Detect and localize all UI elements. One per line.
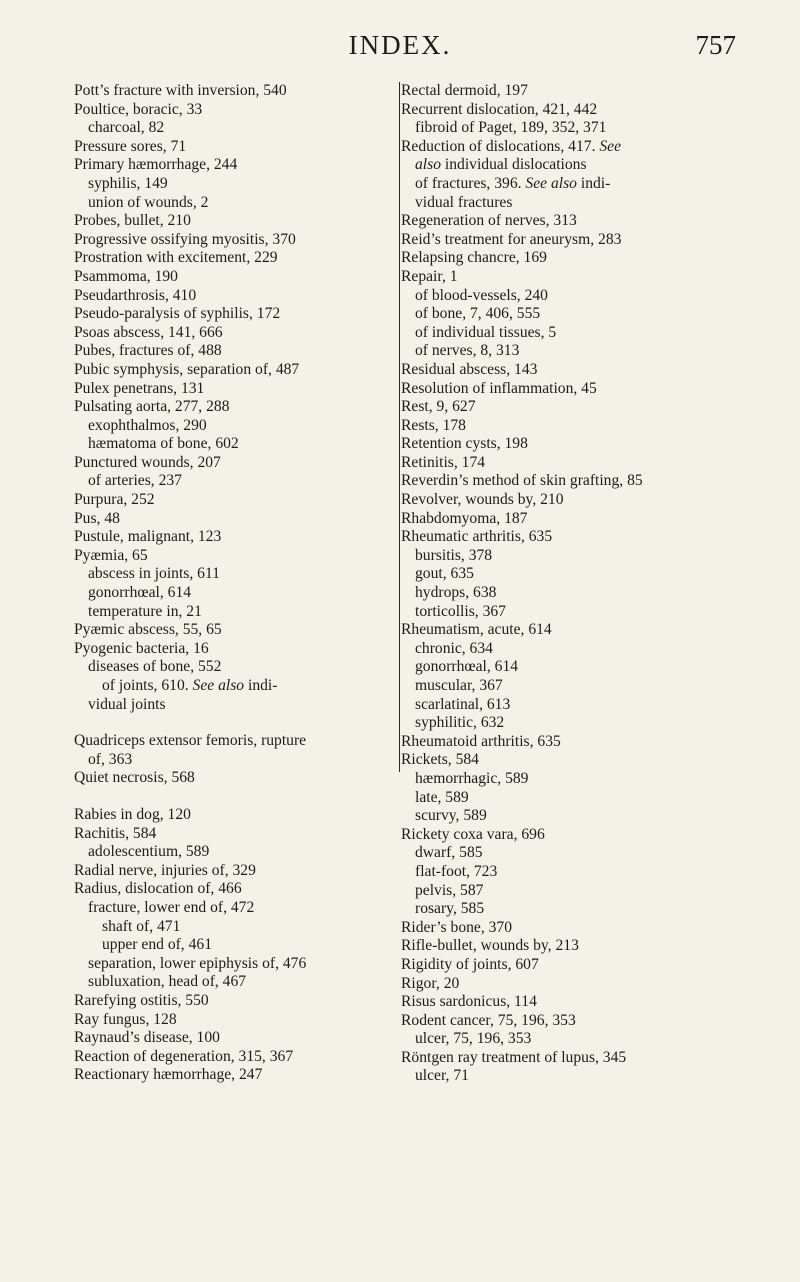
index-entry <box>74 1066 386 1085</box>
index-entry <box>74 973 386 992</box>
index-entry-text: Prostration with excitement, 229 <box>74 249 278 267</box>
index-entry <box>74 603 386 622</box>
index-entry <box>74 696 386 715</box>
index-entry-text: ulcer, 75, 196, 353 <box>415 1030 532 1048</box>
index-entry-text: pelvis, 587 <box>415 881 484 899</box>
index-entry-text: upper end of, 461 <box>102 936 212 954</box>
index-entry <box>401 1030 741 1049</box>
index-entry <box>401 696 741 715</box>
index-entry-text: Rickets, 584 <box>401 751 479 769</box>
index-entry-text: scurvy, 589 <box>415 807 487 825</box>
index-entry <box>74 156 386 175</box>
index-entry <box>401 231 741 250</box>
index-entry <box>74 491 386 510</box>
index-entry-text: Rectal dermoid, 197 <box>401 82 528 99</box>
index-entry-text: Pyæmic abscess, 55, 65 <box>74 621 222 639</box>
index-entry <box>74 640 386 659</box>
index-entry-text: Poultice, boracic, 33 <box>74 100 203 118</box>
index-entry <box>401 956 741 975</box>
index-entry <box>74 621 386 640</box>
index-entry <box>74 862 386 881</box>
index-entry <box>74 119 386 138</box>
index-entry-text: Radius, dislocation of, 466 <box>74 880 242 898</box>
index-entry <box>74 732 386 751</box>
cross-reference: See <box>599 137 622 155</box>
index-entry-text: shaft of, 471 <box>102 917 181 935</box>
index-entry <box>74 510 386 529</box>
index-entry <box>401 417 741 436</box>
index-entry <box>401 1049 741 1068</box>
index-entry <box>401 435 741 454</box>
index-entry-text: Relapsing chancre, 169 <box>401 249 547 267</box>
index-entry <box>401 751 741 770</box>
index-entry-text: temperature in, 21 <box>88 602 202 620</box>
index-entry <box>74 101 386 120</box>
index-entry-text: of arteries, 237 <box>88 472 182 490</box>
index-column-right <box>399 82 741 1086</box>
index-entry <box>401 658 741 677</box>
index-entry <box>401 249 741 268</box>
index-entry-text: gonorrhœal, 614 <box>415 658 519 676</box>
index-entry-text: subluxation, head of, 467 <box>88 973 247 991</box>
index-entry-text: Rheumatoid arthritis, 635 <box>401 732 561 750</box>
index-entry <box>401 194 741 213</box>
index-entry-text: Purpura, 252 <box>74 491 155 509</box>
index-entry <box>401 491 741 510</box>
index-entry <box>401 361 741 380</box>
index-column-left <box>74 82 386 1085</box>
index-entry <box>401 1012 741 1031</box>
index-entry <box>74 1011 386 1030</box>
index-entry-text: Reduction of dislocations, 417. <box>401 137 596 155</box>
index-entry-text: Pyogenic bacteria, 16 <box>74 639 209 657</box>
index-entry <box>401 789 741 808</box>
index-entry <box>74 138 386 157</box>
index-entry-text: Rickety coxa vara, 696 <box>401 825 545 843</box>
index-entry <box>401 621 741 640</box>
index-entry <box>74 825 386 844</box>
index-entry <box>401 975 741 994</box>
index-entry <box>74 769 386 788</box>
index-entry-text: fracture, lower end of, 472 <box>88 898 255 916</box>
index-entry <box>74 565 386 584</box>
index-entry-text: Retention cysts, 198 <box>401 435 528 453</box>
index-entry-text: Psammoma, 190 <box>74 267 178 285</box>
index-entry-text: Pus, 48 <box>74 509 120 527</box>
index-entry <box>74 212 386 231</box>
index-entry-text: Rifle-bullet, wounds by, 213 <box>401 937 579 955</box>
index-entry-text: Raynaud’s disease, 100 <box>74 1029 220 1047</box>
index-entry <box>401 900 741 919</box>
running-title: INDEX. <box>348 30 452 60</box>
index-entry-text: Radial nerve, injuries of, 329 <box>74 861 256 879</box>
index-entry-continuation: indi- <box>576 174 611 192</box>
page-header <box>0 30 800 70</box>
index-entry <box>74 918 386 937</box>
index-entry-text: muscular, 367 <box>415 677 503 694</box>
index-entry <box>74 380 386 399</box>
index-entry-text: Reactionary hæmorrhage, 247 <box>74 1066 263 1084</box>
index-entry <box>401 342 741 361</box>
index-entry <box>74 880 386 899</box>
index-entry-text: syphilis, 149 <box>88 174 168 192</box>
index-entry-text: adolescentium, 589 <box>88 843 210 861</box>
index-entry-text: Repair, 1 <box>401 267 458 285</box>
index-entry <box>401 82 741 101</box>
index-entry-text: Rhabdomyoma, 187 <box>401 509 528 527</box>
index-entry <box>401 584 741 603</box>
index-entry <box>74 1029 386 1048</box>
index-entry <box>401 565 741 584</box>
index-entry <box>401 472 741 491</box>
index-entry <box>401 677 741 696</box>
index-entry-text: Pulex penetrans, 131 <box>74 379 205 397</box>
index-entry-text: Rheumatism, acute, 614 <box>401 621 552 639</box>
index-entry <box>74 249 386 268</box>
index-entry <box>401 101 741 120</box>
index-entry-text: Quadriceps extensor femoris, rupture <box>74 732 307 750</box>
index-entry-text: Pustule, malignant, 123 <box>74 528 222 546</box>
index-entry <box>74 751 386 770</box>
index-entry-text: Rests, 178 <box>401 416 466 434</box>
index-entry <box>74 361 386 380</box>
index-entry <box>401 212 741 231</box>
index-entry <box>401 844 741 863</box>
index-entry-text: ulcer, 71 <box>415 1067 469 1085</box>
index-entry <box>401 305 741 324</box>
index-entry-text: Progressive ossifying myositis, 370 <box>74 230 296 248</box>
index-entry-text: Pressure sores, 71 <box>74 137 187 155</box>
index-entry-text: of individual tissues, 5 <box>415 323 557 341</box>
index-entry <box>401 175 741 194</box>
index-entry <box>74 955 386 974</box>
index-entry <box>74 677 386 696</box>
index-entry <box>74 194 386 213</box>
index-entry-text: chronic, 634 <box>415 639 493 657</box>
index-entry-text: Reid’s treatment for aneurysm, 283 <box>401 230 622 248</box>
index-entry-text: Probes, bullet, 210 <box>74 212 191 230</box>
index-entry-text: separation, lower epiphysis of, 476 <box>88 954 307 972</box>
index-entry-continuation: indi- <box>244 677 278 694</box>
index-entry <box>401 826 741 845</box>
index-entry <box>401 156 741 175</box>
index-entry-text: Regeneration of nerves, 313 <box>401 212 577 230</box>
index-entry-text: gonorrhœal, 614 <box>88 584 192 602</box>
index-entry-text: Pseudo-paralysis of syphilis, 172 <box>74 305 281 323</box>
index-entry-text: Pott’s fracture with inversion, 540 <box>74 82 287 99</box>
index-entry-text: of blood-vessels, 240 <box>415 286 548 304</box>
index-entry <box>74 417 386 436</box>
index-entry <box>401 993 741 1012</box>
index-entry <box>74 435 386 454</box>
index-entry <box>74 324 386 343</box>
index-entry <box>401 380 741 399</box>
index-entry <box>401 398 741 417</box>
index-entry-text: Rigor, 20 <box>401 974 460 992</box>
index-entry <box>401 1067 741 1086</box>
index-entry <box>401 287 741 306</box>
cross-reference: See also <box>192 677 245 694</box>
index-entry-text: scarlatinal, 613 <box>415 695 511 713</box>
index-entry <box>74 398 386 417</box>
index-entry <box>401 454 741 473</box>
index-entry-text: of fractures, 396. <box>415 174 522 192</box>
index-entry <box>74 992 386 1011</box>
index-entry <box>74 658 386 677</box>
index-entry-text: Rachitis, 584 <box>74 824 157 842</box>
index-entry <box>401 640 741 659</box>
index-entry <box>74 175 386 194</box>
index-entry-text: Rabies in dog, 120 <box>74 805 191 823</box>
index-gap <box>74 714 386 732</box>
index-entry-text: Revolver, wounds by, 210 <box>401 491 564 509</box>
index-entry-text: hydrops, 638 <box>415 584 497 602</box>
index-entry <box>401 882 741 901</box>
index-entry <box>74 843 386 862</box>
index-entry <box>401 863 741 882</box>
index-entry-text: Retinitis, 174 <box>401 453 486 471</box>
index-entry <box>401 119 741 138</box>
index-entry-text: Psoas abscess, 141, 666 <box>74 323 223 341</box>
index-entry-text: union of wounds, 2 <box>88 193 209 211</box>
index-entry <box>401 268 741 287</box>
index-entry <box>74 268 386 287</box>
index-entry-text: flat-foot, 723 <box>415 862 498 880</box>
index-entry-text: Rigidity of joints, 607 <box>401 955 539 973</box>
index-entry <box>401 547 741 566</box>
index-entry-text: Pyæmia, 65 <box>74 546 148 564</box>
index-entry <box>401 733 741 752</box>
page-number: 757 <box>695 30 736 60</box>
index-entry-text: of nerves, 8, 313 <box>415 342 520 360</box>
index-entry <box>401 324 741 343</box>
index-entry-text: Rider’s bone, 370 <box>401 918 513 936</box>
index-entry-continuation: individual dislocations <box>441 156 587 174</box>
index-entry-text: Risus sardonicus, 114 <box>401 993 537 1011</box>
index-entry <box>401 919 741 938</box>
index-entry-text: late, 589 <box>415 788 469 806</box>
index-entry-text: Reverdin’s method of skin grafting, 85 <box>401 472 643 490</box>
index-entry <box>401 603 741 622</box>
index-entry-text: Pubic symphysis, separation of, 487 <box>74 360 300 378</box>
index-entry-text: Rest, 9, 627 <box>401 398 476 416</box>
index-entry-text: Recurrent dislocation, 421, 442 <box>401 100 598 118</box>
index-entry-text: torticollis, 367 <box>415 602 506 620</box>
index-entry <box>74 454 386 473</box>
cross-reference: also <box>415 156 441 174</box>
index-entry <box>401 807 741 826</box>
index-entry-text: vidual fractures <box>415 193 513 211</box>
cross-reference: See also <box>525 174 577 192</box>
index-entry-text: rosary, 585 <box>415 900 485 918</box>
index-gap <box>74 788 386 806</box>
index-entry <box>74 899 386 918</box>
index-entry <box>401 770 741 789</box>
index-entry <box>401 937 741 956</box>
index-entry-text: Ray fungus, 128 <box>74 1010 177 1028</box>
index-entry-text: syphilitic, 632 <box>415 714 505 732</box>
index-entry-text: Reaction of degeneration, 315, 367 <box>74 1047 294 1065</box>
index-entry-text: Röntgen ray treatment of lupus, 345 <box>401 1048 627 1066</box>
index-entry-text: Punctured wounds, 207 <box>74 453 221 471</box>
index-entry-text: hæmatoma of bone, 602 <box>88 435 239 453</box>
index-entry-text: bursitis, 378 <box>415 546 493 564</box>
index-entry-text: Primary hæmorrhage, 244 <box>74 156 238 174</box>
index-entry-text: Pseudarthrosis, 410 <box>74 286 197 304</box>
index-entry <box>74 806 386 825</box>
index-entry <box>74 342 386 361</box>
index-entry <box>74 82 386 101</box>
index-entry-text: Pubes, fractures of, 488 <box>74 342 222 360</box>
index-entry-text: dwarf, 585 <box>415 844 483 862</box>
index-entry-text: hæmorrhagic, 589 <box>415 769 529 787</box>
index-entry-text: Pulsating aorta, 277, 288 <box>74 398 230 416</box>
index-entry <box>401 510 741 529</box>
index-entry <box>401 138 741 157</box>
index-entry-text: charcoal, 82 <box>88 119 165 137</box>
index-entry-text: Rarefying ostitis, 550 <box>74 991 209 1009</box>
index-entry-text: abscess in joints, 611 <box>88 565 220 583</box>
index-entry <box>74 287 386 306</box>
index-entry-text: vidual joints <box>88 695 166 713</box>
index-entry <box>401 528 741 547</box>
index-entry <box>74 305 386 324</box>
index-entry <box>401 714 741 733</box>
index-entry <box>74 584 386 603</box>
index-entry-text: of bone, 7, 406, 555 <box>415 305 541 323</box>
index-entry-text: diseases of bone, 552 <box>88 658 222 676</box>
index-entry <box>74 472 386 491</box>
index-entry-text: Quiet necrosis, 568 <box>74 769 195 787</box>
index-entry-text: fibroid of Paget, 189, 352, 371 <box>415 119 607 137</box>
index-entry-text: Rheumatic arthritis, 635 <box>401 528 553 546</box>
index-entry <box>74 936 386 955</box>
index-entry-text: of joints, 610. <box>102 677 189 694</box>
index-entry-text: gout, 635 <box>415 565 474 583</box>
index-entry-text: of, 363 <box>88 750 133 768</box>
index-entry-text: Resolution of inflammation, 45 <box>401 379 597 397</box>
index-entry-text: Rodent cancer, 75, 196, 353 <box>401 1011 576 1029</box>
index-entry <box>74 547 386 566</box>
index-entry-text: exophthalmos, 290 <box>88 416 207 434</box>
index-entry <box>74 231 386 250</box>
index-entry <box>74 528 386 547</box>
index-entry <box>74 1048 386 1067</box>
index-entry-text: Residual abscess, 143 <box>401 360 538 378</box>
